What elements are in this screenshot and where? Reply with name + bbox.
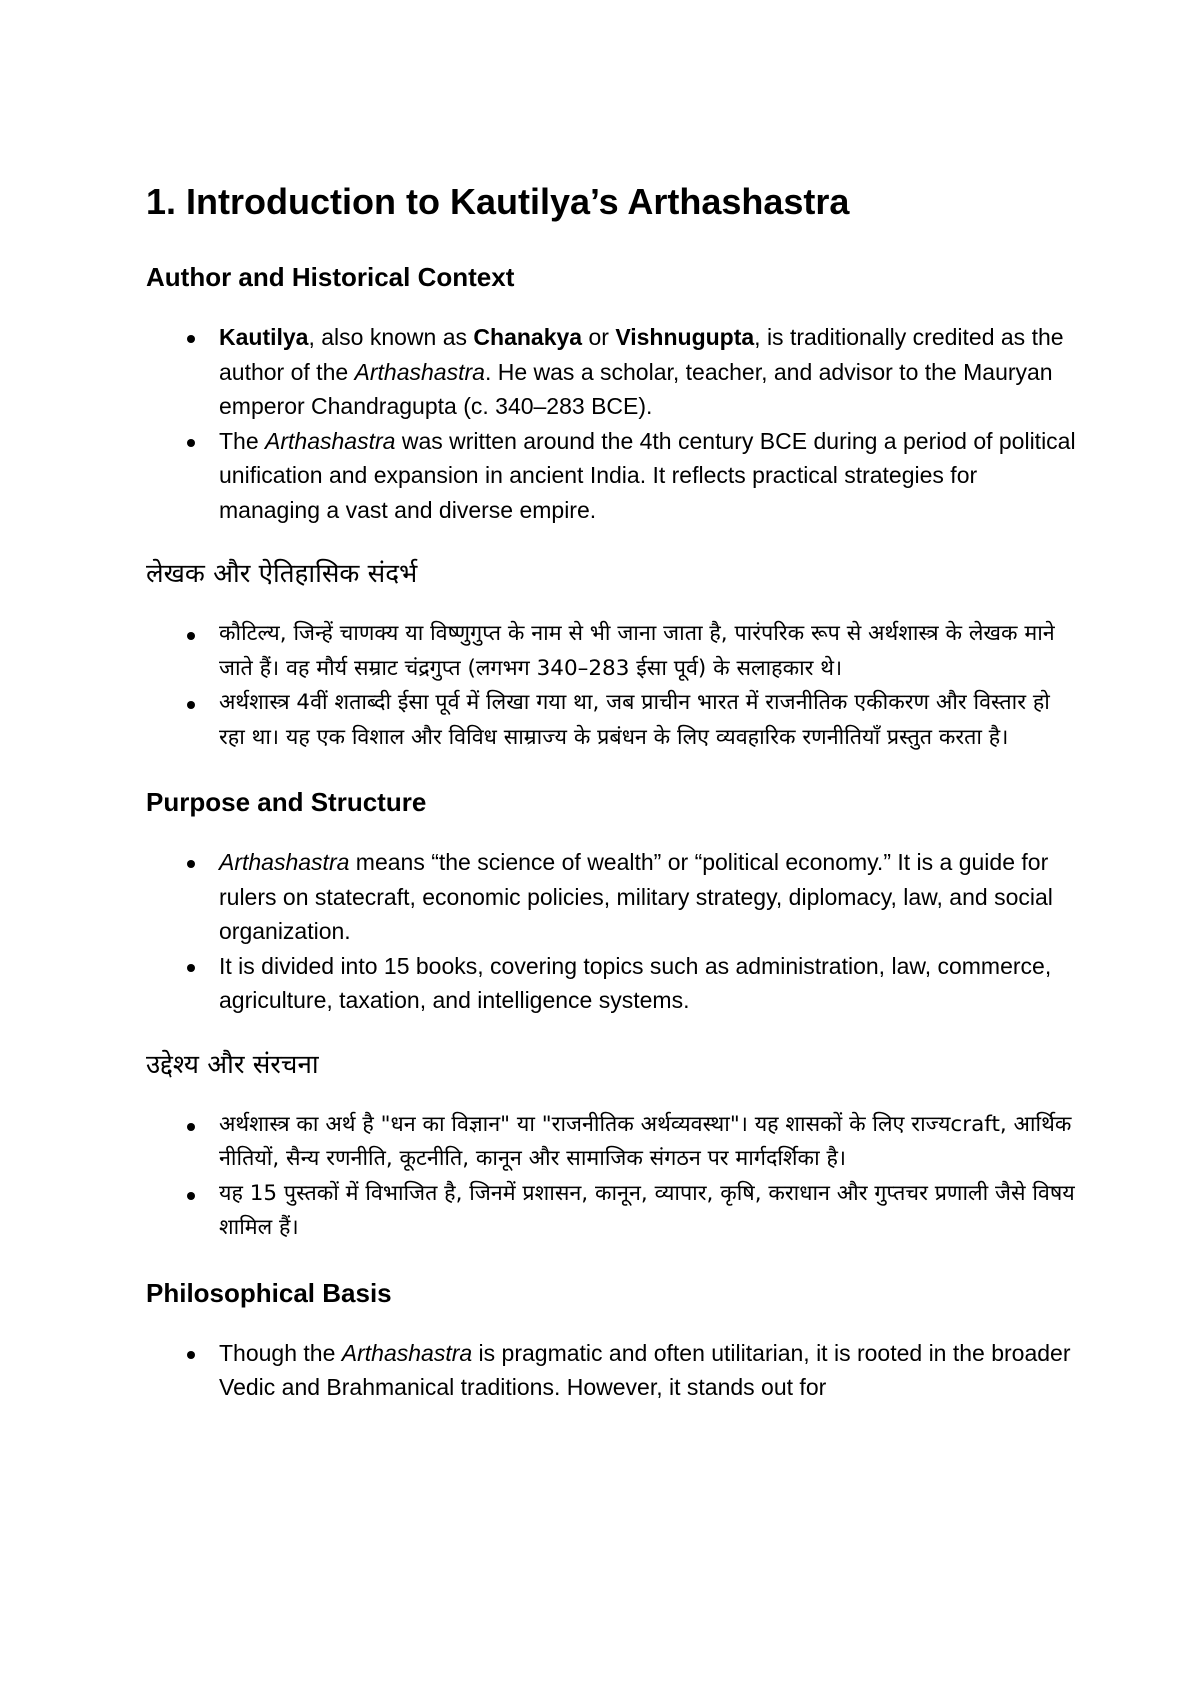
section-heading: लेखक और ऐतिहासिक संदर्भ bbox=[146, 559, 418, 589]
bullet-item bbox=[219, 686, 1076, 755]
bullet-item bbox=[219, 617, 1076, 686]
section-heading: Author and Historical Context bbox=[146, 262, 515, 292]
bullet-list bbox=[146, 1336, 1076, 1405]
section-heading: Philosophical Basis bbox=[146, 1277, 392, 1308]
text-run: . He was a scholar, teacher, and advisor to the Mauryan emperor Chandragupta (c. 340–283 BCE). bbox=[219, 358, 1053, 419]
text-run: or bbox=[582, 324, 616, 350]
bullet-item bbox=[219, 845, 1076, 949]
bullet-item bbox=[219, 424, 1076, 528]
text-run: यह 15 पुस्तकों में विभाजित है, जिनमें प्रशासन, कानून, व्यापार, कृषि, कराधान और गुप्तचर प्रणाली जैसे विषय शामिल हैं। bbox=[219, 1180, 1075, 1240]
text-run: is pragmatic and often utilitarian, it is rooted in the broader Vedic and Brahmanical traditions. However, it stands out for bbox=[219, 1339, 1071, 1400]
text-run: means “the science of wealth” or “political economy.” It is a guide for rulers on statecraft, economic policies, military strategy, diplomacy, law, and social organization. bbox=[219, 849, 1053, 944]
text-run: Though the bbox=[219, 1339, 342, 1366]
text-run: कौटिल्य, जिन्हें चाणक्य या विष्णुगुप्त के नाम से भी जाना जाता है, पारंपरिक रूप से अर्थशास्त्र के लेखक माने जाते हैं। वह मौर्य सम्राट चंद्रगुप्त (लगभग 340–283 ईसा पूर्व) के सलाहकार थे। bbox=[219, 621, 1055, 681]
bullet-item bbox=[219, 320, 1076, 424]
bullet-item bbox=[219, 949, 1076, 1018]
italic-term: Arthashastra bbox=[265, 427, 396, 454]
text-run: अर्थशास्त्र का अर्थ है "धन का विज्ञान" या "राजनीतिक अर्थव्यवस्था"। यह शासकों के लिए राज्यcraft, आर्थिक नीतियों, सैन्य रणनीति, कूटनीति, कानून और सामाजिक संगठन पर मार्गदर्शिका है। bbox=[219, 1111, 1072, 1171]
page-title: 1. Introduction to Kautilya’s Arthashastra bbox=[146, 181, 850, 222]
bullet-list bbox=[146, 320, 1076, 527]
bullet-item bbox=[219, 1108, 1076, 1177]
section-heading: उद्देश्य और संरचना bbox=[146, 1049, 319, 1080]
section-heading: Purpose and Structure bbox=[146, 787, 427, 817]
bold-term: Vishnugupta bbox=[615, 324, 755, 350]
text-run: was written around the 4th century BCE during a period of political unification and expansion in ancient India. It reflects practical strategies for managing a vast and diverse empire. bbox=[219, 427, 1076, 523]
bold-term: Kautilya bbox=[219, 324, 309, 350]
bullet-list bbox=[146, 617, 1076, 755]
text-run: अर्थशास्त्र 4वीं शताब्दी ईसा पूर्व में लिखा गया था, जब प्राचीन भारत में राजनीतिक एकीकरण और विस्तार हो रहा था। यह एक विशाल और विविध साम्राज्य के प्रबंधन के लिए व्यवहारिक रणनीतियाँ प्रस्तुत करता है। bbox=[219, 690, 1050, 750]
text-run: , also known as bbox=[308, 324, 474, 350]
sections-container bbox=[146, 260, 1076, 1405]
bold-term: Chanakya bbox=[473, 324, 583, 350]
bullet-item bbox=[219, 1336, 1076, 1405]
italic-term: Arthashastra bbox=[341, 1339, 473, 1366]
text-run: It is divided into 15 books, covering topics such as administration, law, commerce, agriculture, taxation, and intelligence systems. bbox=[219, 952, 1052, 1013]
bullet-item bbox=[219, 1177, 1076, 1246]
document-content bbox=[146, 178, 1076, 1435]
italic-term: Arthashastra bbox=[354, 358, 485, 385]
text-run: , is traditionally credited as the author of the bbox=[219, 324, 1064, 385]
bullet-list bbox=[146, 1108, 1076, 1246]
text-run: The bbox=[219, 427, 266, 454]
bullet-list bbox=[146, 845, 1076, 1018]
italic-term: Arthashastra bbox=[219, 849, 350, 875]
